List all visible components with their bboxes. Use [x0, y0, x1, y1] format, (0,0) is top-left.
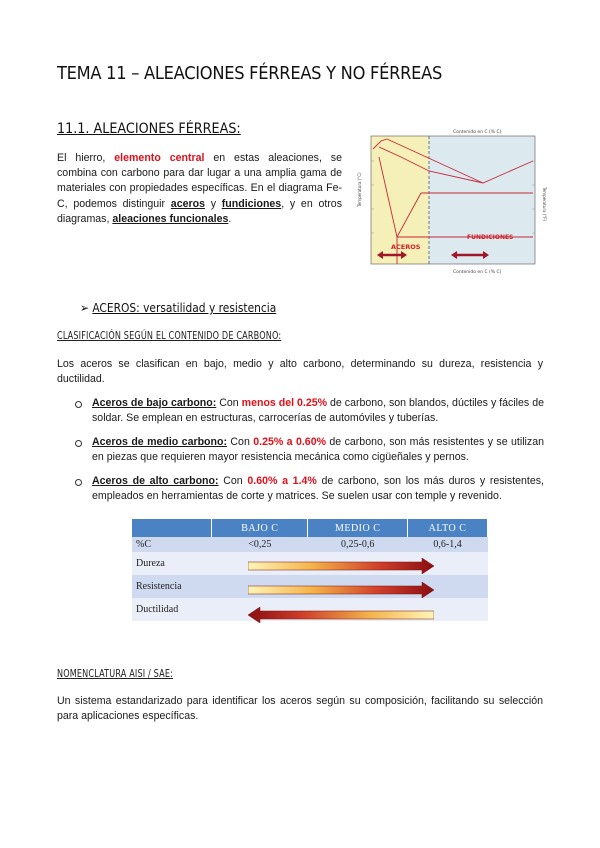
- resistencia-arrow: [248, 582, 434, 598]
- bullet-icon: [75, 479, 82, 486]
- top-axis-label: Contenido en C (% C): [453, 130, 502, 135]
- page-title: TEMA 11 – ALEACIONES FÉRREAS Y NO FÉRREAS: [57, 64, 443, 84]
- clasificacion-heading: CLASIFICACIÓN SEGÚN EL CONTENIDO DE CARBONO:: [57, 330, 282, 342]
- left-axis-label: Temperatura (°C): [357, 172, 362, 207]
- nomenclatura-paragraph: Un sistema estandarizado para identificar los aceros según su composición, facilitando su selección para aplicaciones específicas.: [57, 695, 543, 723]
- intro-paragraph: El hierro, elemento central en estas aleaciones, se combina con carbono para dar lugar a una amplia gama de materiales con propiedades específicas. En el diagrama Fe-C, podemos distinguir aceros y fundiciones, y en otros diagramas, aleaciones funcionales.: [57, 152, 342, 225]
- fundicion-zone: [429, 136, 535, 264]
- ductilidad-arrow: [248, 607, 434, 623]
- clasificacion-paragraph: Los aceros se clasifican en bajo, medio y alto carbono, determinando su dureza, resistencia y ductilidad.: [57, 358, 543, 386]
- table-row-resistencia: Resistencia: [132, 575, 488, 598]
- fundiciones-label: FUNDICIONES: [467, 234, 514, 241]
- right-axis-label: Temperatura (°F): [542, 187, 547, 222]
- table-header-bajo: BAJO C: [212, 519, 308, 537]
- table-header-alto: ALTO C: [408, 519, 488, 537]
- table-header-empty: [132, 519, 212, 537]
- table-row-dureza: Dureza: [132, 552, 488, 575]
- term-aceros: aceros: [170, 197, 205, 210]
- section-heading-aleaciones-ferreas: 11.1. ALEACIONES FÉRREAS:: [57, 121, 241, 137]
- bullet-icon: [75, 401, 82, 408]
- bottom-axis-label: Contenido en C (% C): [453, 270, 502, 275]
- dureza-arrow: [248, 558, 434, 574]
- list-item-bajo-carbono: Aceros de bajo carbono: Con menos del 0.25% de carbono, son blandos, dúctiles y fáciles de soldar. Se emplean en estructuras, carrocerías de automóviles y tuberías.: [92, 396, 544, 426]
- list-item-alto-carbono: Aceros de alto carbono: Con 0.60% a 1.4% de carbono, son los más duros y resistentes, empleados en herramientas de corte y matrices. Se suelen usar con temple y revenido.: [92, 474, 544, 504]
- aceros-heading: ➢ ACEROS: versatilidad y resistencia: [80, 300, 277, 315]
- table-row-pc: %C <0,25 0,25-0,6 0,6-1,4: [132, 537, 488, 552]
- fe-c-phase-diagram: [357, 127, 547, 275]
- aceros-label: ACEROS: [391, 243, 421, 251]
- term-aleaciones-funcionales: aleaciones funcionales: [112, 212, 229, 225]
- highlight-elemento-central: elemento central: [114, 152, 205, 164]
- bullet-icon: [75, 440, 82, 447]
- list-item-medio-carbono: Aceros de medio carbono: Con 0.25% a 0.60% de carbono, son más resistentes y se utilizan en piezas que requieren mayor resistencia mecánica como cigüeñales y pernos.: [92, 435, 544, 465]
- table-row-ductilidad: Ductilidad: [132, 598, 488, 621]
- nomenclatura-heading: NOMENCLATURA AISI / SAE:: [57, 668, 173, 680]
- table-header-medio: MEDIO C: [308, 519, 408, 537]
- term-fundiciones: fundiciones: [221, 197, 282, 210]
